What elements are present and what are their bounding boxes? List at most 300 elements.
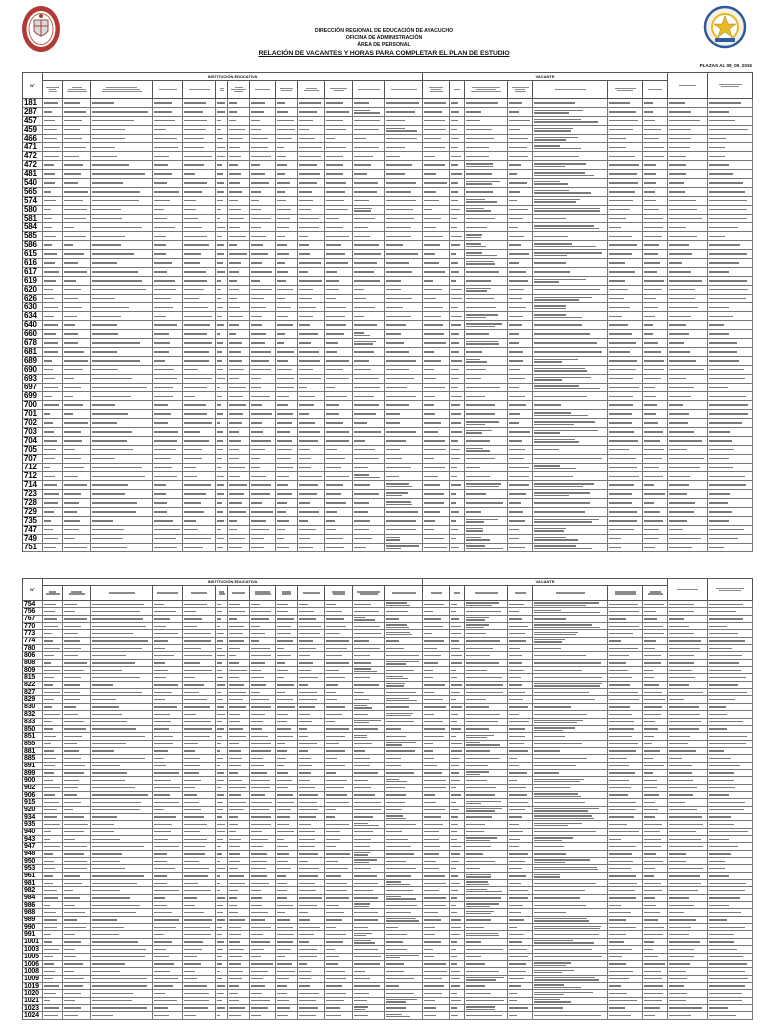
illegible-text <box>534 441 579 443</box>
illegible-text <box>44 236 56 238</box>
table-cell <box>298 858 325 865</box>
illegible-text <box>64 191 88 193</box>
table-cell <box>423 696 450 703</box>
illegible-text <box>154 476 177 478</box>
illegible-text <box>451 912 457 913</box>
illegible-text <box>509 714 519 715</box>
column-header <box>276 586 298 601</box>
table-cell <box>708 741 753 748</box>
table-cell <box>250 887 276 894</box>
column-header <box>183 586 216 601</box>
illegible-text <box>44 611 55 612</box>
table-cell <box>43 858 63 865</box>
table-cell <box>325 259 353 268</box>
illegible-text <box>466 521 484 523</box>
illegible-text <box>669 648 700 649</box>
table-cell <box>353 295 385 304</box>
illegible-text <box>644 111 653 113</box>
illegible-text <box>326 934 346 935</box>
illegible-text <box>326 164 343 166</box>
table-cell <box>508 481 533 490</box>
illegible-text <box>534 110 583 112</box>
illegible-text <box>229 440 241 442</box>
illegible-text <box>451 476 457 478</box>
table-cell <box>325 321 353 330</box>
table-cell <box>91 321 153 330</box>
row-number: 767 <box>23 616 43 623</box>
table-cell <box>608 807 643 814</box>
illegible-text <box>509 809 525 810</box>
table-cell <box>228 807 250 814</box>
illegible-text <box>509 262 519 264</box>
column-header <box>353 81 385 99</box>
table-cell <box>216 99 228 108</box>
illegible-text <box>251 280 260 282</box>
illegible-text <box>386 920 419 921</box>
table-cell <box>450 704 465 711</box>
table-cell <box>508 357 533 366</box>
table-cell <box>91 895 153 902</box>
illegible-text <box>534 492 590 494</box>
illegible-text <box>44 484 57 486</box>
table-cell <box>183 660 216 667</box>
table-cell <box>43 792 63 799</box>
illegible-text <box>669 262 682 264</box>
table-cell <box>508 277 533 286</box>
table-cell <box>228 623 250 630</box>
illegible-text <box>184 772 199 773</box>
illegible-text <box>44 253 57 255</box>
illegible-text <box>299 378 321 380</box>
table-cell <box>325 490 353 499</box>
table-cell <box>450 931 465 938</box>
table-cell <box>216 330 228 339</box>
illegible-text <box>92 692 142 693</box>
illegible-text <box>217 765 220 766</box>
illegible-text <box>386 700 417 701</box>
illegible-text <box>92 743 126 744</box>
illegible-text <box>644 971 661 972</box>
table-cell <box>216 931 228 938</box>
illegible-text <box>64 111 86 113</box>
table-cell <box>385 526 423 535</box>
illegible-text <box>92 404 115 406</box>
table-cell <box>508 785 533 792</box>
table-cell <box>63 799 91 806</box>
illegible-text <box>277 765 284 766</box>
table-cell <box>183 410 216 419</box>
illegible-text <box>609 244 637 246</box>
illegible-text <box>277 971 295 972</box>
table-cell <box>298 674 325 681</box>
table-cell <box>450 286 465 295</box>
table-cell <box>533 170 608 179</box>
table-cell <box>533 667 608 674</box>
table-cell <box>63 419 91 428</box>
table-cell <box>608 330 643 339</box>
illegible-text <box>354 846 370 847</box>
illegible-text <box>466 530 483 532</box>
illegible-text <box>44 809 57 810</box>
table-cell <box>325 821 353 828</box>
table-cell <box>153 704 183 711</box>
illegible-text <box>466 413 495 415</box>
table-row <box>23 277 753 286</box>
illegible-text <box>609 182 638 184</box>
illegible-text <box>534 175 594 177</box>
illegible-text <box>64 369 83 371</box>
table-cell <box>385 682 423 689</box>
illegible-text <box>644 369 664 371</box>
table-cell <box>353 719 385 726</box>
table-cell <box>183 895 216 902</box>
illegible-text <box>277 271 288 273</box>
illegible-text <box>644 360 664 362</box>
illegible-text <box>184 307 208 309</box>
table-cell <box>668 902 708 909</box>
illegible-text <box>509 780 517 781</box>
illegible-text <box>299 111 317 113</box>
table-cell <box>668 917 708 924</box>
table-cell <box>183 645 216 652</box>
illegible-text <box>326 360 349 362</box>
illegible-text <box>424 298 436 300</box>
illegible-text <box>92 963 125 964</box>
table-cell <box>423 630 450 637</box>
illegible-text <box>386 191 411 193</box>
table-cell <box>643 674 668 681</box>
illegible-text <box>255 593 271 594</box>
table-cell <box>668 339 708 348</box>
table-cell <box>228 858 250 865</box>
illegible-text <box>326 956 339 957</box>
table-cell <box>63 748 91 755</box>
table-cell <box>450 961 465 968</box>
row-number: 961 <box>23 873 43 880</box>
illegible-text <box>609 670 628 671</box>
illegible-text <box>386 333 401 335</box>
table-cell <box>183 508 216 517</box>
illegible-text <box>277 941 293 942</box>
illegible-text <box>424 794 435 795</box>
table-cell <box>91 108 153 117</box>
table-cell <box>276 312 298 321</box>
row-number: 471 <box>23 143 43 152</box>
column-header <box>228 81 250 99</box>
illegible-text <box>451 971 460 972</box>
table-cell <box>325 428 353 437</box>
table-cell <box>91 295 153 304</box>
table-cell <box>533 711 608 718</box>
table-cell <box>668 419 708 428</box>
illegible-text <box>669 934 689 935</box>
illegible-text <box>392 592 416 593</box>
table-row <box>23 748 753 755</box>
illegible-text <box>184 102 206 104</box>
illegible-text <box>217 369 223 371</box>
table-cell <box>250 152 276 161</box>
table-cell <box>465 976 508 983</box>
illegible-text <box>251 200 259 202</box>
illegible-text <box>184 662 200 663</box>
illegible-text <box>386 978 414 979</box>
illegible-text <box>217 780 224 781</box>
table-cell <box>643 206 668 215</box>
illegible-text <box>326 227 343 229</box>
illegible-text <box>92 520 113 522</box>
table-cell <box>668 792 708 799</box>
table-cell <box>450 223 465 232</box>
illegible-text <box>644 342 658 344</box>
table-cell <box>43 741 63 748</box>
table-cell <box>183 748 216 755</box>
illegible-text <box>466 611 501 612</box>
illegible-text <box>609 677 632 678</box>
illegible-text <box>217 342 223 344</box>
table-cell <box>325 312 353 321</box>
illegible-text <box>534 979 599 980</box>
illegible-text <box>217 875 220 876</box>
table-cell <box>63 652 91 659</box>
table-cell <box>353 330 385 339</box>
illegible-text <box>609 476 639 478</box>
table-cell <box>276 286 298 295</box>
illegible-text <box>451 129 457 131</box>
illegible-text <box>184 897 197 898</box>
illegible-text <box>534 359 578 361</box>
illegible-text <box>617 90 633 91</box>
illegible-text <box>709 728 727 729</box>
illegible-text <box>217 655 225 656</box>
illegible-text <box>251 511 273 513</box>
table-cell <box>353 143 385 152</box>
table-cell <box>63 909 91 916</box>
illegible-text <box>466 448 483 450</box>
table-cell <box>43 630 63 637</box>
table-cell <box>533 348 608 357</box>
table-cell <box>353 481 385 490</box>
illegible-text <box>424 502 444 504</box>
table-cell <box>608 197 643 206</box>
table-cell <box>643 968 668 975</box>
illegible-text <box>229 809 244 810</box>
illegible-text <box>534 308 566 310</box>
illegible-text <box>326 324 346 326</box>
illegible-text <box>326 316 345 318</box>
illegible-text <box>154 378 177 380</box>
illegible-text <box>609 640 621 641</box>
table-cell <box>325 197 353 206</box>
illegible-text <box>277 692 285 693</box>
table-cell <box>508 807 533 814</box>
table-cell <box>63 303 91 312</box>
illegible-text <box>644 890 662 891</box>
illegible-text <box>466 424 485 426</box>
illegible-text <box>466 787 496 788</box>
illegible-text <box>92 802 141 803</box>
illegible-text <box>669 164 686 166</box>
table-cell <box>216 357 228 366</box>
illegible-text <box>424 824 443 825</box>
table-cell <box>385 674 423 681</box>
illegible-text <box>509 927 517 928</box>
illegible-text <box>509 839 520 840</box>
illegible-text <box>277 449 292 451</box>
illegible-text <box>424 905 446 906</box>
table-cell <box>276 623 298 630</box>
illegible-text <box>154 244 166 246</box>
row-number: 940 <box>23 829 43 836</box>
table-cell <box>183 704 216 711</box>
illegible-text <box>277 772 288 773</box>
table-cell <box>385 392 423 401</box>
illegible-text <box>354 883 378 884</box>
table-cell <box>385 630 423 637</box>
row-number: 466 <box>23 135 43 144</box>
illegible-text <box>609 743 638 744</box>
table-cell <box>91 544 153 553</box>
table-cell <box>153 99 183 108</box>
illegible-text <box>451 511 459 513</box>
table-cell <box>250 645 276 652</box>
illegible-text <box>92 253 134 255</box>
table-cell <box>353 858 385 865</box>
table-cell <box>153 339 183 348</box>
table-cell <box>43 508 63 517</box>
illegible-text <box>354 875 377 876</box>
table-cell <box>63 321 91 330</box>
table-cell <box>91 312 153 321</box>
table-cell <box>43 295 63 304</box>
illegible-text <box>251 422 262 424</box>
row-number: 947 <box>23 843 43 850</box>
illegible-text <box>184 227 202 229</box>
table-cell <box>465 682 508 689</box>
illegible-text <box>354 640 369 641</box>
table-cell <box>465 961 508 968</box>
illegible-text <box>354 942 375 943</box>
row-number: 712 <box>23 464 43 473</box>
illegible-text <box>229 956 242 957</box>
table-cell <box>385 667 423 674</box>
illegible-text <box>509 449 525 451</box>
table-cell <box>153 836 183 843</box>
illegible-text <box>154 271 167 273</box>
table-cell <box>63 312 91 321</box>
illegible-text <box>154 772 179 773</box>
table-cell <box>298 726 325 733</box>
illegible-text <box>669 191 685 193</box>
illegible-text <box>154 743 173 744</box>
illegible-text <box>277 396 289 398</box>
illegible-text <box>92 547 127 549</box>
illegible-text <box>451 706 462 707</box>
table-cell <box>216 674 228 681</box>
illegible-text <box>154 963 174 964</box>
illegible-text <box>251 956 261 957</box>
table-cell <box>668 733 708 740</box>
illegible-text <box>386 846 411 847</box>
illegible-text <box>229 387 246 389</box>
illegible-text <box>184 934 211 935</box>
table-cell <box>250 464 276 473</box>
illegible-text <box>354 520 370 522</box>
table-cell <box>643 143 668 152</box>
table-cell <box>668 961 708 968</box>
table-cell <box>450 733 465 740</box>
illegible-text <box>64 324 75 326</box>
table-cell <box>91 197 153 206</box>
illegible-text <box>534 897 580 898</box>
illegible-text <box>326 289 339 291</box>
illegible-text <box>669 750 696 751</box>
illegible-text <box>709 772 734 773</box>
table-row <box>23 652 753 659</box>
illegible-text <box>451 949 456 950</box>
illegible-text <box>534 137 578 139</box>
illegible-text <box>251 458 260 460</box>
table-cell <box>298 544 325 553</box>
illegible-text <box>251 298 264 300</box>
table-cell <box>91 259 153 268</box>
table-cell <box>423 366 450 375</box>
table-cell <box>708 135 753 144</box>
illegible-text <box>354 253 381 255</box>
illegible-text <box>644 787 657 788</box>
illegible-text <box>609 120 638 122</box>
table-cell <box>325 733 353 740</box>
table-cell <box>353 792 385 799</box>
illegible-text <box>64 787 78 788</box>
illegible-text <box>44 699 54 700</box>
table-cell <box>298 241 325 250</box>
table-cell <box>153 312 183 321</box>
table-cell <box>183 170 216 179</box>
illegible-text <box>466 868 480 869</box>
illegible-text <box>229 772 238 773</box>
table-cell <box>508 446 533 455</box>
illegible-text <box>251 949 264 950</box>
illegible-text <box>326 182 346 184</box>
table-cell <box>353 829 385 836</box>
illegible-text <box>386 676 403 677</box>
table-cell <box>153 437 183 446</box>
illegible-text <box>217 861 220 862</box>
table-cell <box>298 446 325 455</box>
table-cell <box>43 481 63 490</box>
table-cell <box>508 777 533 784</box>
document-title: RELACIÓN DE VACANTES Y HORAS PARA COMPLETAR EL PLAN DE ESTUDIO <box>258 50 510 57</box>
illegible-text <box>669 298 695 300</box>
table-row <box>23 674 753 681</box>
illegible-text <box>217 706 224 707</box>
illegible-text <box>277 378 294 380</box>
table-cell <box>298 268 325 277</box>
table-cell <box>43 455 63 464</box>
illegible-text <box>466 889 487 890</box>
table-cell <box>216 880 228 887</box>
table-cell <box>228 401 250 410</box>
table-cell <box>668 777 708 784</box>
table-cell <box>298 321 325 330</box>
illegible-text <box>709 422 742 424</box>
table-cell <box>63 535 91 544</box>
illegible-text <box>326 883 347 884</box>
table-cell <box>465 696 508 703</box>
row-number: 693 <box>23 375 43 384</box>
table-cell <box>608 517 643 526</box>
illegible-text <box>154 262 172 264</box>
